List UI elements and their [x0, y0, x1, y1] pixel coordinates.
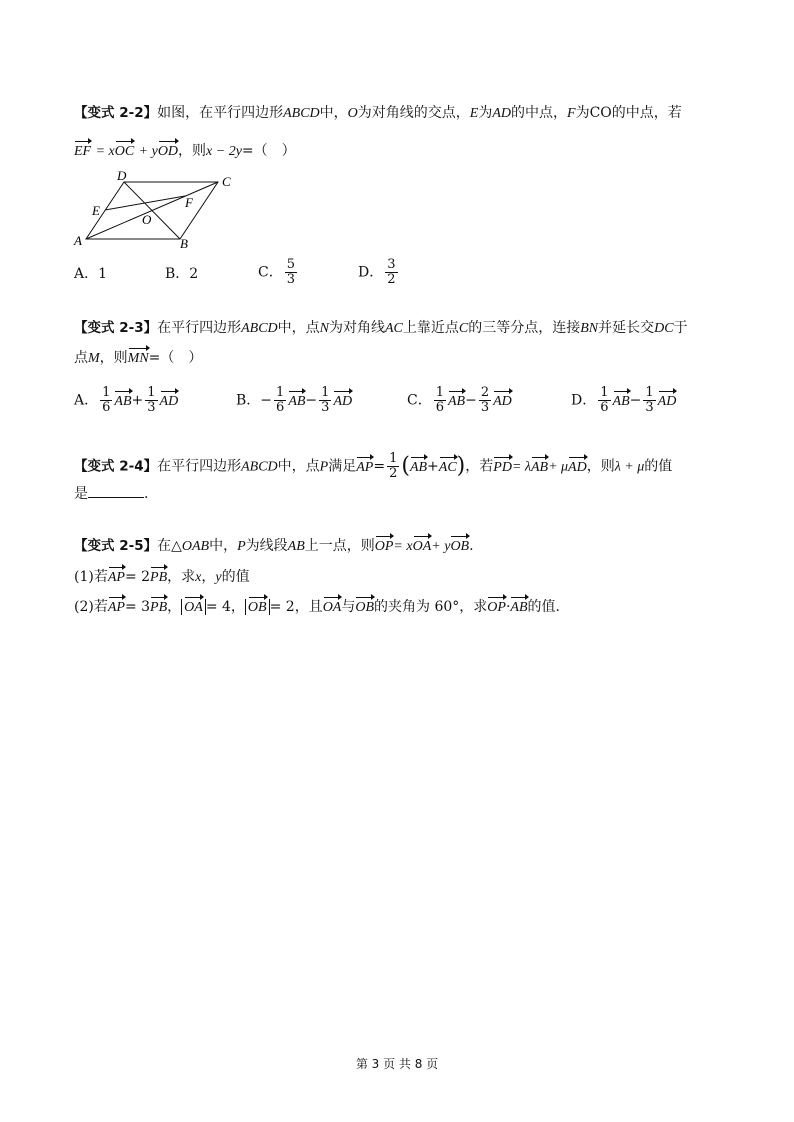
q25-y: y [215, 570, 222, 585]
q25-text: 为线段 [245, 538, 288, 554]
vector-ab: AB [288, 390, 305, 409]
q22-option-d [358, 258, 400, 287]
q24-tag: 【变式 2-4】 [74, 458, 158, 475]
q23-ac: AC [385, 321, 403, 336]
q22-text: 中， [319, 105, 348, 121]
operator: = 2 [124, 569, 151, 585]
label-f: F [185, 195, 193, 210]
vector-ap: AP [108, 596, 125, 615]
operator: − [260, 392, 273, 409]
q24-text: 的值 [644, 458, 673, 475]
q22-text: =（ ） [241, 143, 296, 159]
q23-text: 于 [673, 320, 688, 336]
operator: − [305, 392, 318, 409]
operator: = x [393, 539, 413, 554]
q22-option-b: B．2 [165, 266, 199, 282]
label-o: O [142, 212, 152, 227]
fraction [387, 452, 399, 481]
denominator: 3 [286, 272, 295, 287]
q25-text: ， [201, 569, 216, 585]
q25-text: 与 [341, 599, 356, 615]
q23-dc: DC [654, 321, 674, 336]
operator: = [373, 458, 386, 475]
q22-text: 为CO的中点，若 [575, 105, 682, 121]
q23-text: 为对角线 [329, 320, 385, 336]
vector-ad: AD [160, 390, 179, 409]
option-label: D． [571, 392, 597, 409]
denominator: 3 [321, 400, 330, 415]
q25-text: 的值 [221, 569, 250, 585]
q23-c: C [458, 321, 469, 336]
vector-ad: AD [333, 390, 352, 409]
vector-ap: AP [356, 456, 373, 475]
q22-text: 为对角线的交点， [357, 105, 470, 121]
fraction [274, 386, 286, 415]
vector-pd: PD [493, 456, 512, 475]
fraction [434, 386, 446, 415]
denominator: 3 [147, 400, 156, 415]
q25-text: 上一点，则 [304, 538, 375, 554]
denominator: 6 [276, 400, 285, 415]
q23-text: 上靠近点 [402, 320, 459, 336]
denominator: 2 [389, 466, 398, 481]
q25-text: 的夹角为 60°，求 [374, 599, 488, 615]
q23-text: =（ ） [148, 350, 203, 366]
q23-n: N [319, 321, 329, 336]
q24-text: 满足 [328, 458, 357, 475]
q23-option-c [407, 386, 512, 415]
paren: ) [456, 453, 466, 479]
operator: + [427, 458, 439, 475]
q23-tag: 【变式 2-3】 [74, 320, 158, 336]
q25-text: ， [167, 599, 182, 615]
q25-line2 [74, 566, 250, 588]
fraction [100, 386, 112, 415]
vector-ad: AD [658, 390, 677, 409]
option-label: B． [236, 392, 261, 409]
q25-text: (1)若 [74, 569, 108, 585]
q23-abcd: ABCD [241, 321, 278, 336]
label-c: C [222, 174, 231, 189]
q24-line2 [74, 483, 148, 504]
q25-triangle: △OAB [171, 539, 210, 554]
operator: + y [431, 539, 451, 554]
diagonal-bd [124, 182, 180, 239]
q25-x: x [195, 570, 202, 585]
numerator: 1 [147, 385, 156, 400]
fraction [598, 386, 610, 415]
vector-op: OP [375, 535, 394, 554]
q23-text: 点 [74, 350, 88, 366]
page-footer: 第 3 页 共 8 页 [355, 1057, 439, 1071]
q23-text: 并延长交 [598, 320, 655, 336]
q24-p: P [319, 459, 329, 475]
q24-expr: λ + μ [614, 459, 645, 475]
fraction [285, 258, 297, 287]
vector-ab: AB [510, 596, 527, 615]
q24-text: 是 [74, 486, 88, 502]
fraction [319, 386, 331, 415]
q22-line1 [74, 103, 682, 124]
vector-pb: PB [150, 566, 167, 585]
operator: + μ [548, 459, 569, 475]
vector-pb: PB [150, 596, 167, 615]
vector-ob: OB [450, 535, 469, 554]
denominator: 3 [480, 400, 490, 415]
q22-f: F [567, 106, 576, 121]
option-label: A． [74, 392, 99, 409]
vector-ab: AB [410, 456, 427, 475]
q22-tag: 【变式 2-2】 [74, 105, 158, 121]
q22-text: 的中点， [511, 105, 568, 121]
q24-abcd: ABCD [241, 459, 278, 475]
fraction [385, 258, 397, 287]
numerator: 1 [645, 385, 654, 400]
operator: − [629, 392, 642, 409]
numerator: 1 [321, 385, 330, 400]
label-e: E [92, 203, 100, 218]
denominator: 6 [102, 400, 111, 415]
operator: = 2 [269, 599, 295, 615]
q22-plus: + y [138, 144, 158, 159]
vector-oc: OC [115, 140, 134, 159]
q23-option-b [236, 386, 352, 415]
operator: · [505, 599, 511, 615]
q22-e: E [469, 106, 479, 121]
numerator: 1 [389, 451, 398, 466]
q22-abcd: ABCD [283, 106, 320, 121]
operator: = λ [511, 459, 531, 475]
q22-option-a: A．1 [74, 266, 108, 282]
fraction [479, 386, 491, 415]
vector-ad: AD [568, 456, 587, 475]
q25-ab: AB [287, 539, 305, 554]
answer-blank[interactable] [88, 483, 144, 498]
vector-oa: OA [184, 596, 203, 615]
q22-option-c [258, 258, 299, 287]
vector-op: OP [487, 596, 506, 615]
vector-ob: OB [355, 596, 374, 615]
operator: = 4 [205, 599, 231, 615]
q22-text: ，则 [178, 143, 207, 159]
q22-text: 如图，在平行四边形 [157, 105, 284, 121]
q25-text: ，且 [294, 599, 323, 615]
q24-text: ，若 [465, 458, 494, 475]
q22-ad: AD [492, 106, 512, 121]
q24-text: ，则 [586, 458, 615, 475]
label-a: A [74, 233, 82, 248]
paren: ( [401, 453, 410, 479]
abs-oa [181, 599, 206, 615]
q22-line2 [74, 140, 296, 162]
vector-ad: AD [493, 390, 512, 409]
q24-line1 [74, 452, 672, 481]
q25-text: 中， [209, 538, 238, 554]
q25-text: ， [230, 599, 245, 615]
vector-ab: AB [448, 390, 465, 409]
denominator: 2 [387, 272, 396, 287]
q23-text: 在平行四边形 [157, 320, 242, 336]
vector-ac: AC [439, 456, 457, 475]
q23-option-a [74, 386, 178, 415]
numerator: 5 [286, 257, 295, 272]
q23-text: 中，点 [277, 320, 320, 336]
q23-text: ，则 [99, 350, 128, 366]
segment-ef [105, 196, 185, 210]
label-d: D [117, 168, 127, 183]
q25-line3 [74, 596, 560, 617]
parallelogram-figure [70, 168, 240, 250]
q25-p: P [237, 539, 246, 554]
q22-eq: = x [95, 144, 115, 159]
q25-text: ，求 [167, 569, 196, 585]
denominator: 6 [435, 400, 444, 415]
operator: = 3 [124, 599, 151, 615]
option-label: C． [258, 264, 283, 281]
option-label: C． [407, 392, 432, 409]
denominator: 6 [600, 400, 609, 415]
abs-ob [245, 599, 270, 615]
label-b: B [180, 236, 188, 250]
q22-o: O [347, 106, 358, 121]
q25-line1 [74, 535, 474, 557]
q22-text: 为 [478, 105, 493, 121]
vector-ob: OB [248, 596, 267, 615]
vector-mn: MN [128, 347, 149, 366]
vector-ab: AB [613, 390, 630, 409]
numerator: 2 [480, 385, 490, 400]
denominator: 3 [645, 400, 654, 415]
q25-text: . [469, 538, 474, 554]
option-label: D． [358, 264, 384, 281]
numerator: 1 [102, 385, 111, 400]
q23-text: 的三等分点，连接 [468, 320, 581, 336]
q25-tag: 【变式 2-5】 [74, 538, 158, 554]
vector-ab: AB [531, 456, 548, 475]
q25-text: 在 [157, 538, 172, 554]
vector-ap: AP [108, 566, 125, 585]
q23-option-d [571, 386, 676, 415]
q23-line1 [74, 318, 688, 339]
vector-ab: AB [114, 390, 131, 409]
q24-text: 中，点 [277, 458, 320, 475]
operator: + [131, 392, 144, 409]
fraction [145, 386, 157, 415]
q23-m: M [88, 351, 100, 366]
q22-expr: x − 2y [206, 144, 242, 159]
vector-od: OD [158, 140, 178, 159]
q24-text: . [144, 486, 149, 502]
vector-oa: OA [413, 535, 432, 554]
q25-text: 的值. [527, 599, 560, 615]
numerator: 3 [387, 257, 396, 272]
numerator: 1 [435, 385, 444, 400]
numerator: 1 [276, 385, 285, 400]
fraction [643, 386, 655, 415]
q25-text: (2)若 [74, 599, 108, 615]
vector-oa: OA [323, 596, 342, 615]
q23-bn: BN [580, 321, 599, 336]
q23-line2 [74, 347, 202, 369]
q24-text: 在平行四边形 [157, 458, 242, 475]
numerator: 1 [600, 385, 609, 400]
vector-ef: EF [74, 140, 91, 159]
operator: − [465, 392, 477, 409]
